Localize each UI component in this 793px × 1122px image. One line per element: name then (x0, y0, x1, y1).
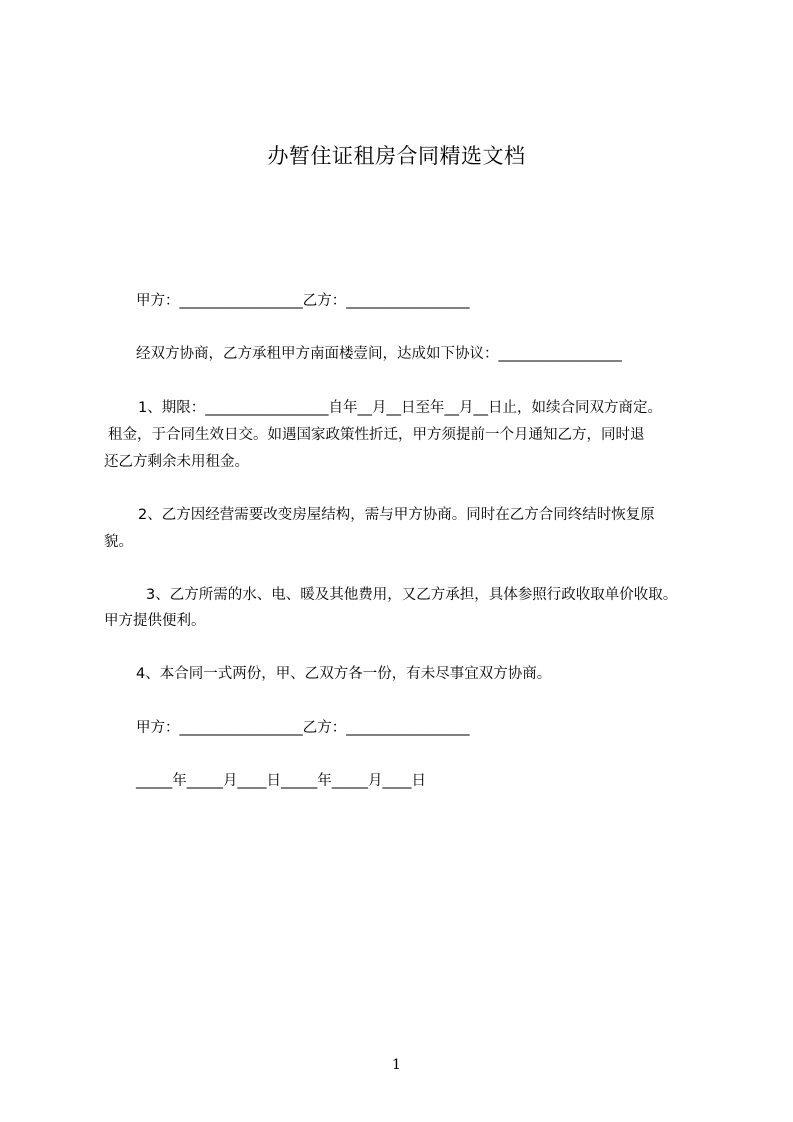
clause-3-line-2: 甲方提供便利。 (104, 613, 206, 629)
clause-4-paragraph: 4、本合同一式两份，甲、乙双方各一份，有未尽事宜双方协商。 (136, 666, 552, 682)
clause-3-line-1: 3、乙方所需的水、电、暖及其他费用，又乙方承担，具体参照行政收取单价收取。 (146, 587, 678, 603)
clause-1-line-1: 1、期限：_________________自年__月__日至年__月__日止，如续合同双方商定。 (138, 400, 662, 416)
clause-1-line-3: 还乙方剩余未用租金。 (104, 454, 249, 470)
clause-2-line-2: 貌。 (104, 534, 133, 550)
parties-line-bottom: 甲方：_________________乙方：_________________ (136, 720, 470, 736)
parties-line-top: 甲方：_________________乙方：_________________ (136, 293, 470, 309)
clause-1-line-2: 租金，于合同生效日交。如遇国家政策性折迁，甲方须提前一个月通知乙方，同时退 (108, 427, 645, 443)
document-title: 办暂住证租房合同精选文档 (267, 144, 526, 168)
intro-paragraph: 经双方协商，乙方承租甲方南面楼壹间，达成如下协议：_________________ (136, 346, 622, 362)
signature-dates-line: _____年_____月____日_____年_____月____日 (136, 773, 426, 789)
clause-2-line-1: 2、乙方因经营需要改变房屋结构，需与甲方协商。同时在乙方合同终结时恢复原 (138, 507, 655, 523)
page-number: 1 (392, 1057, 401, 1073)
